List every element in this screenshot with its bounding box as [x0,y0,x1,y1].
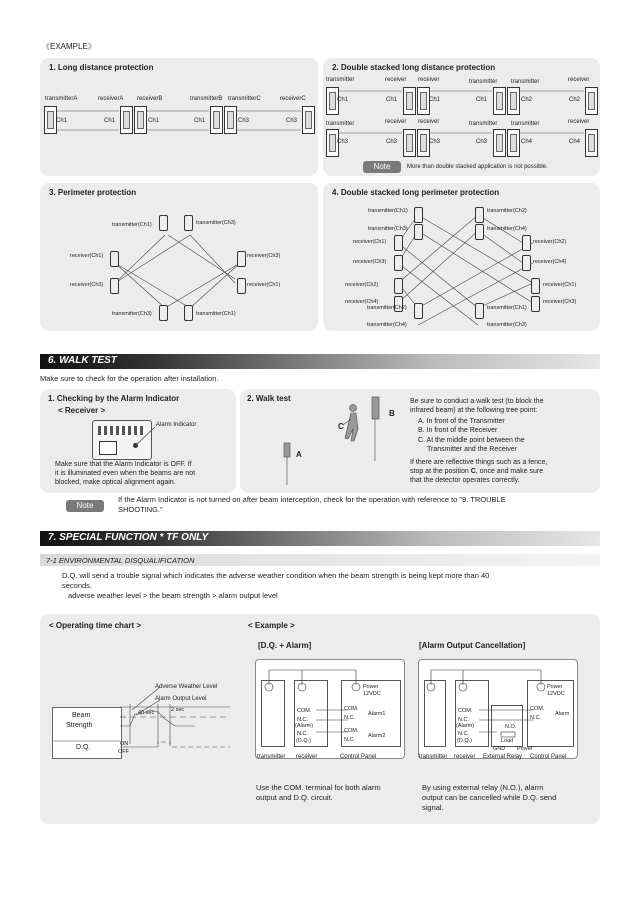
walk-test-panel [240,389,600,493]
alarm-label: Alarm [555,711,570,717]
no-label: N.O. [505,724,517,730]
beam-label: Beam [72,712,91,719]
label: receiver(Ch3) [247,253,281,259]
label: transmitter(Ch1) [112,222,152,228]
label: transmitter [511,121,540,127]
device [414,303,423,319]
desc2: output can be cancelled while D.Q. send [422,793,557,802]
label: receiver(Ch4) [345,299,379,305]
load-label: Load [501,738,514,744]
walk-text: , once and make sure [475,468,544,475]
power-label: Power [363,684,379,690]
beam-lines [323,58,600,176]
walk-text: Be sure to conduct a walk test (to block the [410,398,544,405]
label: receiver [418,119,440,125]
walk-text: B. In front of the Receiver [418,427,498,434]
channel-label: Ch1 [429,97,441,103]
voltage-label: 12VDC [363,691,381,697]
caption-receiver: receiver [454,754,476,760]
channel-label: Ch4 [521,139,533,145]
walk-text: C. At the middle point between the [418,437,525,444]
panel-title: 1. Checking by the Alarm Indicator [48,394,180,403]
walk-text: infrared beam) at the following tree point: [410,407,538,414]
desc2: By using external relay (N.O.), alarm [422,783,544,792]
alarm1-label: Alarm1 [368,711,386,717]
alarm-indicator-panel [40,389,236,493]
nc-label: N.C. [344,737,355,743]
nc-label: N.C. [344,715,355,721]
power-label: Power [547,684,563,690]
note-badge: Note [363,161,401,173]
caption-control-panel: Control Panel [530,754,567,760]
dq-text: seconds. [62,581,93,590]
p1-text-line: Make sure that the Alarm Indicator is OFF. If [55,461,192,468]
example4-panel [323,183,600,331]
com-label: COM. [530,706,545,712]
alarm-paren-label: (Alarm) [295,723,314,729]
walk-text: stop at the position [410,468,471,475]
example2-panel [323,58,600,176]
on-label: ON [120,741,129,747]
channel-label: Ch1 [194,118,206,124]
label: transmitter(Ch2) [487,208,527,214]
label: transmitter(Ch3) [368,226,408,232]
wires [419,660,577,758]
label: receiver(Ch3) [543,299,577,305]
walk-text: that the detector operates correctly. [410,477,520,484]
channel-label: Ch1 [148,118,160,124]
device [414,224,423,240]
example-heading: 《EXAMPLE》 [42,42,96,51]
label: receiver(Ch1) [353,239,387,245]
off-label: OFF [118,749,129,755]
two-sec-label: 2 sec [171,707,185,713]
label: transmitter [511,79,540,85]
walk-text: A. In front of the Transmitter [418,418,505,425]
perimeter-lines [323,183,600,331]
example1-panel [40,58,318,176]
power-label: Power [517,746,533,752]
label: transmitter(Ch3) [196,220,236,226]
example3-title: 3. Perimeter protection [49,188,137,197]
label: transmitterB [190,96,223,102]
caption-external-relay: External Relay [483,754,523,760]
walk-text: Transmitter and the Receiver [427,446,517,453]
label: receiver(Ch3) [70,282,104,288]
channel-label: Ch3 [476,139,488,145]
label: transmitter(Ch2) [367,305,407,311]
panel-title: 2. Walk test [247,394,291,403]
note-text: SHOOTING." [118,505,163,514]
voltage-label: 12VDC [547,691,565,697]
channel-label: Ch2 [521,97,533,103]
label: receiver(Ch3) [353,259,387,265]
channel-label: Ch1 [386,97,398,103]
nc-label: N.C. [458,717,469,723]
label: transmitterC [228,96,261,102]
point-b: B [389,409,395,418]
com-label: COM. [344,706,359,712]
com-label: COM. [344,728,359,734]
desc2: signal. [422,803,444,812]
nc-label: N.C. [297,717,308,723]
label: receiver(Ch1) [543,282,577,288]
caption-receiver: receiver [296,754,318,760]
adverse-level-label: Adverse Weather Level [155,684,218,690]
channel-label: Ch1 [104,118,116,124]
device [394,255,403,271]
label: transmitter(Ch1) [487,305,527,311]
cancel-title: [Alarm Output Cancellation] [419,641,526,650]
note-text: If the Alarm Indicator is not turned on after beam interception, check for the operation with reference to "9. TROUBLE [118,495,506,504]
walk-test-intro: Make sure to check for the operation after installation. [40,374,219,383]
label: receiver(Ch1) [247,282,281,288]
label: receiver [385,77,407,83]
example3-panel [40,183,318,331]
walk-text-emphasis: C [470,468,476,475]
label: transmitter [469,121,498,127]
nc-label: N.C. [530,715,541,721]
note-badge: Note [66,500,104,512]
channel-label: Ch1 [56,118,68,124]
label: receiver [568,119,590,125]
device [237,278,246,294]
channel-label: Ch1 [476,97,488,103]
walk-text-line [410,468,543,476]
label: transmitter(Ch3) [112,311,152,317]
label: transmitter(Ch1) [196,311,236,317]
dq-paren-label: (D.Q.) [457,738,472,744]
point-a: A [296,450,302,459]
device [522,255,531,271]
desc1: output and D.Q. circuit. [256,793,333,802]
point-c: C [338,422,344,431]
wires [256,660,404,758]
dq-alarm-title: [D.Q. + Alarm] [258,641,312,650]
wiring-diagram-2 [418,659,578,759]
device [184,305,193,321]
example2-title: 2. Double stacked long distance protection [332,63,496,72]
alarm-paren-label: (Alarm) [456,723,475,729]
com-label: COM. [297,708,312,714]
device [475,303,484,319]
dq-text: D.Q. will send a trouble signal which indicates the adverse weather condition when the beam strength is being kept more than 40 [62,571,490,580]
forty-sec-label: 40 sec [138,710,155,716]
label: receiver [385,119,407,125]
label: receiverB [137,96,163,102]
device [159,305,168,321]
channel-label: Ch1 [337,97,349,103]
label: transmitter(Ch3) [487,322,527,328]
walk-text: If there are reflective things such as a fence, [410,459,548,466]
caption-control-panel: Control Panel [340,754,377,760]
device [414,207,423,223]
note-text: More than double stacked application is not possible. [407,164,548,170]
channel-label: Ch3 [238,118,250,124]
label: transmitterA [45,96,78,102]
label: receiver [418,77,440,83]
example4-title: 4. Double stacked long perimeter protection [332,188,500,197]
dq-panel [40,614,600,824]
example1-title: 1. Long distance protection [49,63,154,72]
channel-label: Ch2 [569,97,581,103]
label: transmitter(Ch4) [487,226,527,232]
section7-title: 7. SPECIAL FUNCTION * TF ONLY [48,532,209,543]
device [110,278,119,294]
beam-lines [40,58,318,176]
label: transmitter [326,121,355,127]
dq-label: D.Q. [76,744,91,751]
label: transmitter(Ch4) [367,322,407,328]
label: receiverC [280,96,306,102]
device [394,235,403,251]
dq-text: adverse weather level > the beam strength > alarm output level [68,591,278,600]
chart-title: < Operating time chart > [49,621,142,630]
label: receiverA [98,96,124,102]
channel-label: Ch3 [386,139,398,145]
label: receiver(Ch2) [533,239,567,245]
gnd-label: GND [493,746,506,752]
wiring-diagram-1 [255,659,405,759]
device [237,251,246,267]
nc-label: N.C. [297,731,308,737]
section6-header [40,354,600,369]
alarm-level-label: Alarm Output Level [155,696,207,702]
channel-label: Ch3 [429,139,441,145]
device [394,278,403,294]
example-title: < Example > [248,621,295,630]
caption-transmitter: transmitter [257,754,286,760]
receiver-subtitle: < Receiver > [58,406,106,415]
device [531,296,540,312]
label: transmitter [326,77,355,83]
com-label: COM. [458,708,473,714]
label: transmitter(Ch1) [368,208,408,214]
dq-paren-label: (D.Q.) [296,738,311,744]
subsection-title: 7-1 ENVIRONMENTAL DISQUALIFICATION [46,556,195,565]
nc-label: N.C. [458,731,469,737]
label: receiver(Ch2) [345,282,379,288]
device [184,215,193,231]
device [475,207,484,223]
label: transmitter [469,79,498,85]
alarm2-label: Alarm2 [368,733,386,739]
device [475,224,484,240]
device [522,235,531,251]
section7-header [40,531,600,546]
alarm-indicator-label: Alarm Indicator [156,422,197,428]
channel-label: Ch4 [569,139,581,145]
caption-transmitter: transmitter [419,754,448,760]
p1-text-line: blocked, make optical alignment again. [55,479,176,486]
desc1: Use the COM. terminal for both alarm [256,783,381,792]
label: receiver(Ch4) [533,259,567,265]
p1-text-line: it is illuminated even when the beams are not [55,470,196,477]
strength-label: Strength [66,722,93,729]
device [159,215,168,231]
channel-label: Ch3 [286,118,298,124]
label: receiver(Ch1) [70,253,104,259]
section6-title: 6. WALK TEST [48,355,117,366]
label: receiver [568,77,590,83]
channel-label: Ch3 [337,139,349,145]
device [531,278,540,294]
device [110,251,119,267]
